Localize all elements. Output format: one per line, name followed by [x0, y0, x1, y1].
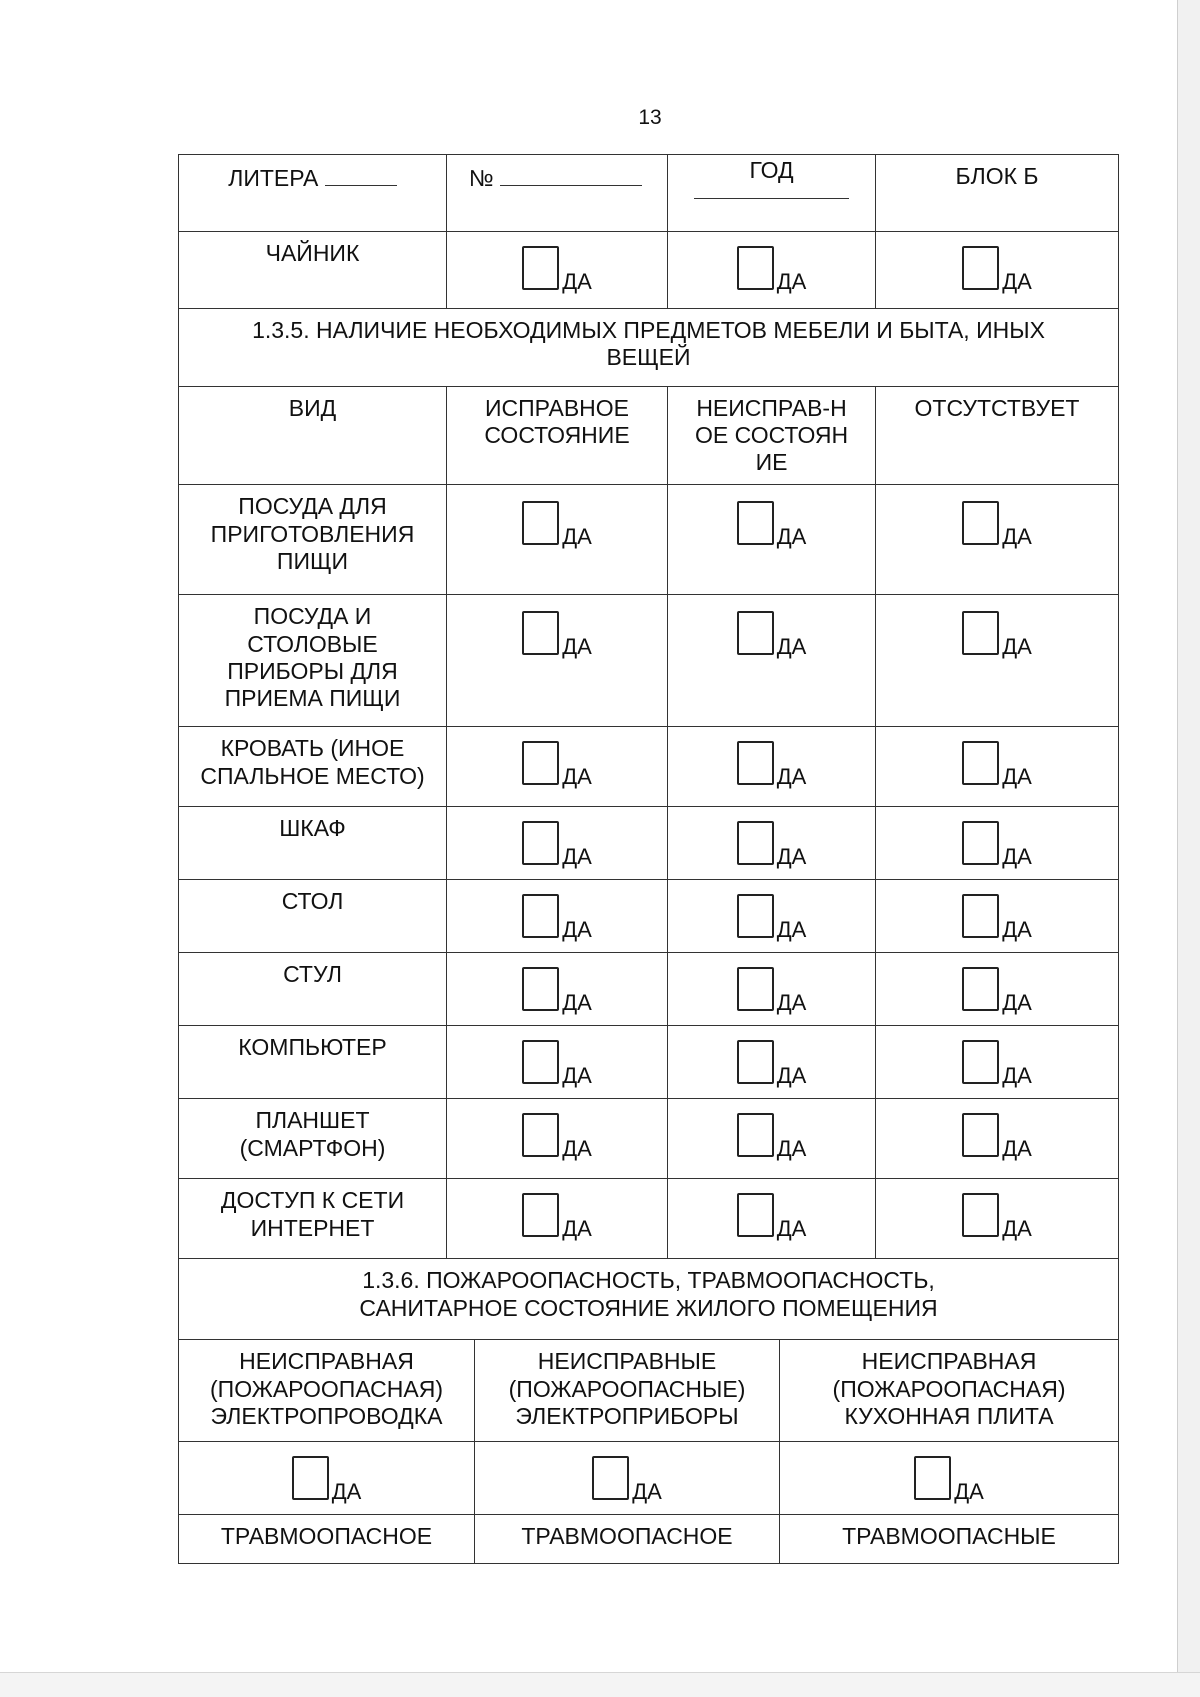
item-label: КОМПЬЮТЕР [179, 1026, 447, 1099]
item-absent-checkbox[interactable] [962, 611, 1032, 660]
checkbox-box[interactable] [962, 741, 999, 785]
yes-label: ДА [562, 269, 592, 294]
item-working-cell [447, 1179, 668, 1259]
page-edge-right [1177, 0, 1200, 1697]
checkbox-box[interactable] [292, 1456, 329, 1500]
fire-hazard-header-row [179, 1340, 1119, 1442]
item-row [179, 1099, 1119, 1179]
year-label: ГОД [749, 157, 794, 183]
checkbox-box[interactable] [522, 611, 559, 655]
yes-label: ДА [776, 917, 807, 943]
page-edge-bottom [0, 1672, 1200, 1697]
item-absent-checkbox[interactable] [962, 501, 1032, 550]
item-faulty-checkbox[interactable] [737, 1113, 807, 1162]
item-faulty-cell [668, 485, 876, 595]
item-working-cell [447, 595, 668, 727]
item-faulty-cell [668, 1179, 876, 1259]
kettle-row [179, 232, 1119, 309]
yes-label: ДА [562, 917, 592, 943]
checkbox-box[interactable] [962, 1113, 999, 1157]
item-working-checkbox[interactable] [522, 967, 592, 1016]
fire-stove-line3: КУХОННАЯ ПЛИТА [844, 1402, 1054, 1429]
checkbox-box[interactable] [522, 1193, 559, 1237]
item-faulty-checkbox[interactable] [737, 611, 807, 660]
yes-label: ДА [776, 1063, 807, 1089]
fire-stove-line1: НЕИСПРАВНАЯ [861, 1348, 1037, 1375]
item-label: ПОСУДА ДЛЯ ПРИГОТОВЛЕНИЯ ПИЩИ [179, 485, 447, 595]
checkbox-box[interactable] [962, 821, 999, 865]
item-working-cell [447, 807, 668, 880]
yes-label: ДА [562, 524, 592, 550]
item-absent-checkbox[interactable] [962, 894, 1032, 943]
yes-label: ДА [1002, 1136, 1032, 1162]
item-label: КРОВАТЬ (ИНОЕ СПАЛЬНОЕ МЕСТО) [179, 727, 447, 807]
item-faulty-cell [668, 595, 876, 727]
yes-label: ДА [331, 1479, 362, 1505]
column-absent: ОТСУТСТВУЕТ [876, 387, 1119, 485]
item-absent-cell [876, 485, 1119, 595]
item-absent-checkbox[interactable] [962, 741, 1032, 790]
item-row [179, 727, 1119, 807]
item-absent-cell [876, 595, 1119, 727]
fire-wiring-heading [179, 1340, 475, 1442]
item-label: СТУЛ [179, 953, 447, 1026]
checkbox-box[interactable] [592, 1456, 629, 1500]
trauma-col3: ТРАВМООПАСНЫЕ [780, 1515, 1119, 1564]
kettle-faulty-cell [668, 232, 876, 309]
yes-label: ДА [1002, 844, 1032, 870]
item-absent-cell [876, 727, 1119, 807]
fire-wiring-line3: ЭЛЕКТРОПРОВОДКА [210, 1402, 443, 1429]
fire-wiring-line2: (ПОЖАРООПАСНАЯ) [210, 1375, 443, 1402]
fire-hazard-check-row [179, 1442, 1119, 1515]
item-faulty-checkbox[interactable] [737, 967, 807, 1016]
item-faulty-cell [668, 727, 876, 807]
fire-wiring-cell [179, 1442, 475, 1515]
checkbox-box[interactable] [962, 1040, 999, 1084]
page-number: 13 [638, 106, 662, 129]
checkbox-box[interactable] [737, 1113, 774, 1157]
kettle-working-cell [447, 232, 668, 309]
item-row [179, 807, 1119, 880]
item-label: ШКАФ [179, 807, 447, 880]
item-working-cell [447, 485, 668, 595]
item-absent-cell [876, 1099, 1119, 1179]
checkbox-box[interactable] [522, 894, 559, 938]
yes-label: ДА [776, 634, 807, 660]
fire-appliances-checkbox[interactable] [592, 1456, 662, 1505]
checkbox-box[interactable] [962, 1193, 999, 1237]
item-row [179, 953, 1119, 1026]
yes-label: ДА [776, 1136, 807, 1162]
fire-stove-heading [780, 1340, 1119, 1442]
litera-cell [179, 155, 447, 232]
yes-label: ДА [1002, 917, 1032, 943]
fire-stove-cell [780, 1442, 1119, 1515]
item-row [179, 485, 1119, 595]
kettle-label: ЧАЙНИК [179, 232, 447, 309]
yes-label: ДА [1002, 524, 1032, 550]
yes-label: ДА [562, 990, 592, 1016]
item-working-cell [447, 953, 668, 1026]
checkbox-box[interactable] [737, 1040, 774, 1084]
year-field[interactable] [694, 194, 849, 199]
checkbox-box[interactable] [914, 1456, 951, 1500]
trauma-hazard-row [179, 1515, 1119, 1564]
checkbox-box[interactable] [522, 501, 559, 545]
item-working-checkbox[interactable] [522, 1113, 592, 1162]
checkbox-box[interactable] [962, 501, 999, 545]
item-working-checkbox[interactable] [522, 501, 592, 550]
section-136-title-line2: САНИТАРНОЕ СОСТОЯНИЕ ЖИЛОГО ПОМЕЩЕНИЯ [359, 1294, 938, 1321]
yes-label: ДА [1002, 990, 1032, 1016]
column-faulty: НЕИСПРАВ-НОЕ СОСТОЯНИЕ [668, 387, 876, 485]
checkbox-box[interactable] [737, 246, 774, 290]
yes-label: ДА [562, 1063, 592, 1089]
checkbox-box[interactable] [737, 894, 774, 938]
kettle-working-checkbox[interactable] [522, 246, 592, 294]
checkbox-box[interactable] [962, 246, 999, 290]
checkbox-box[interactable] [737, 611, 774, 655]
fire-stove-line2: (ПОЖАРООПАСНАЯ) [832, 1375, 1066, 1402]
item-faulty-checkbox[interactable] [737, 1193, 807, 1242]
yes-label: ДА [1002, 634, 1032, 660]
column-header-row [179, 387, 1119, 485]
section-136-title [179, 1259, 1119, 1340]
checkbox-box[interactable] [522, 1113, 559, 1157]
trauma-col1: ТРАВМООПАСНОЕ [179, 1515, 475, 1564]
trauma-col2: ТРАВМООПАСНОЕ [475, 1515, 780, 1564]
kettle-absent-cell [876, 232, 1119, 309]
fire-wiring-checkbox[interactable] [292, 1456, 362, 1505]
item-faulty-cell [668, 1026, 876, 1099]
item-row [179, 595, 1119, 727]
item-absent-checkbox[interactable] [962, 1193, 1032, 1242]
yes-label: ДА [562, 1216, 592, 1242]
yes-label: ДА [562, 844, 592, 870]
fire-appliances-line2: (ПОЖАРООПАСНЫЕ) [508, 1375, 746, 1402]
item-working-checkbox[interactable] [522, 1040, 592, 1089]
yes-label: ДА [776, 990, 807, 1016]
item-absent-checkbox[interactable] [962, 1113, 1032, 1162]
item-faulty-cell [668, 880, 876, 953]
item-faulty-checkbox[interactable] [737, 741, 807, 790]
yes-label: ДА [776, 1216, 807, 1242]
item-working-checkbox[interactable] [522, 821, 592, 870]
item-label: ПЛАНШЕТ (СМАРТФОН) [179, 1099, 447, 1179]
yes-label: ДА [776, 844, 807, 870]
item-working-cell [447, 1099, 668, 1179]
yes-label: ДА [1002, 1063, 1032, 1089]
section-136-title-line1: 1.3.6. ПОЖАРООПАСНОСТЬ, ТРАВМООПАСНОСТЬ, [362, 1267, 935, 1294]
yes-label: ДА [776, 269, 807, 294]
kettle-absent-checkbox[interactable] [962, 246, 1032, 294]
item-label: ДОСТУП К СЕТИ ИНТЕРНЕТ [179, 1179, 447, 1259]
item-faulty-checkbox[interactable] [737, 821, 807, 870]
yes-label: ДА [562, 634, 592, 660]
yes-label: ДА [1002, 269, 1032, 294]
item-row [179, 880, 1119, 953]
item-absent-checkbox[interactable] [962, 821, 1032, 870]
kettle-faulty-checkbox[interactable] [737, 246, 807, 294]
checkbox-box[interactable] [737, 821, 774, 865]
item-absent-cell [876, 953, 1119, 1026]
item-absent-cell [876, 1026, 1119, 1099]
item-working-cell [447, 727, 668, 807]
yes-label: ДА [1002, 764, 1032, 790]
header-row [179, 155, 1119, 232]
fire-wiring-line1: НЕИСПРАВНАЯ [239, 1348, 414, 1375]
checkbox-box[interactable] [737, 501, 774, 545]
item-absent-cell [876, 807, 1119, 880]
number-label: № [469, 165, 494, 191]
item-absent-checkbox[interactable] [962, 967, 1032, 1016]
checkbox-box[interactable] [522, 741, 559, 785]
item-working-cell [447, 880, 668, 953]
item-faulty-checkbox[interactable] [737, 1040, 807, 1089]
checkbox-box[interactable] [737, 741, 774, 785]
section-135-title: 1.3.5. НАЛИЧИЕ НЕОБХОДИМЫХ ПРЕДМЕТОВ МЕБЕЛИ И БЫТА, ИНЫХ ВЕЩЕЙ [179, 309, 1119, 387]
checkbox-box[interactable] [737, 967, 774, 1011]
yes-label: ДА [954, 1479, 984, 1505]
section-135-row [179, 309, 1119, 387]
item-faulty-checkbox[interactable] [737, 501, 807, 550]
item-working-checkbox[interactable] [522, 1193, 592, 1242]
section-136-row [179, 1259, 1119, 1340]
litera-field[interactable] [325, 163, 397, 186]
item-faulty-cell [668, 953, 876, 1026]
fire-appliances-line1: НЕИСПРАВНЫЕ [537, 1348, 717, 1375]
checkbox-box[interactable] [962, 967, 999, 1011]
item-row [179, 1026, 1119, 1099]
yes-label: ДА [562, 764, 592, 790]
fire-stove-checkbox[interactable] [914, 1456, 984, 1505]
item-faulty-cell [668, 807, 876, 880]
number-cell [447, 155, 668, 232]
item-working-checkbox[interactable] [522, 894, 592, 943]
fire-appliances-cell [475, 1442, 780, 1515]
yes-label: ДА [776, 764, 807, 790]
checkbox-box[interactable] [522, 246, 559, 290]
fire-appliances-line3: ЭЛЕКТРОПРИБОРЫ [515, 1402, 739, 1429]
item-label: ПОСУДА И СТОЛОВЫЕ ПРИБОРЫ ДЛЯ ПРИЕМА ПИЩИ [179, 595, 447, 727]
checkbox-box[interactable] [522, 1040, 559, 1084]
checkbox-box[interactable] [962, 611, 999, 655]
checkbox-box[interactable] [522, 821, 559, 865]
checkbox-box[interactable] [962, 894, 999, 938]
inspection-form-table [178, 154, 1119, 1564]
item-working-checkbox[interactable] [522, 611, 592, 660]
year-cell [668, 155, 876, 232]
number-field[interactable] [500, 163, 642, 186]
item-faulty-checkbox[interactable] [737, 894, 807, 943]
item-label: СТОЛ [179, 880, 447, 953]
checkbox-box[interactable] [737, 1193, 774, 1237]
column-kind: ВИД [179, 387, 447, 485]
item-working-checkbox[interactable] [522, 741, 592, 790]
item-absent-cell [876, 1179, 1119, 1259]
yes-label: ДА [632, 1479, 662, 1505]
litera-label: ЛИТЕРА [228, 165, 319, 191]
block-cell: БЛОК Б [876, 155, 1119, 232]
column-working: ИСПРАВНОЕ СОСТОЯНИЕ [447, 387, 668, 485]
yes-label: ДА [776, 524, 807, 550]
fire-appliances-heading [475, 1340, 780, 1442]
checkbox-box[interactable] [522, 967, 559, 1011]
yes-label: ДА [562, 1136, 592, 1162]
item-working-cell [447, 1026, 668, 1099]
item-absent-checkbox[interactable] [962, 1040, 1032, 1089]
yes-label: ДА [1002, 1216, 1032, 1242]
item-row [179, 1179, 1119, 1259]
item-faulty-cell [668, 1099, 876, 1179]
item-absent-cell [876, 880, 1119, 953]
